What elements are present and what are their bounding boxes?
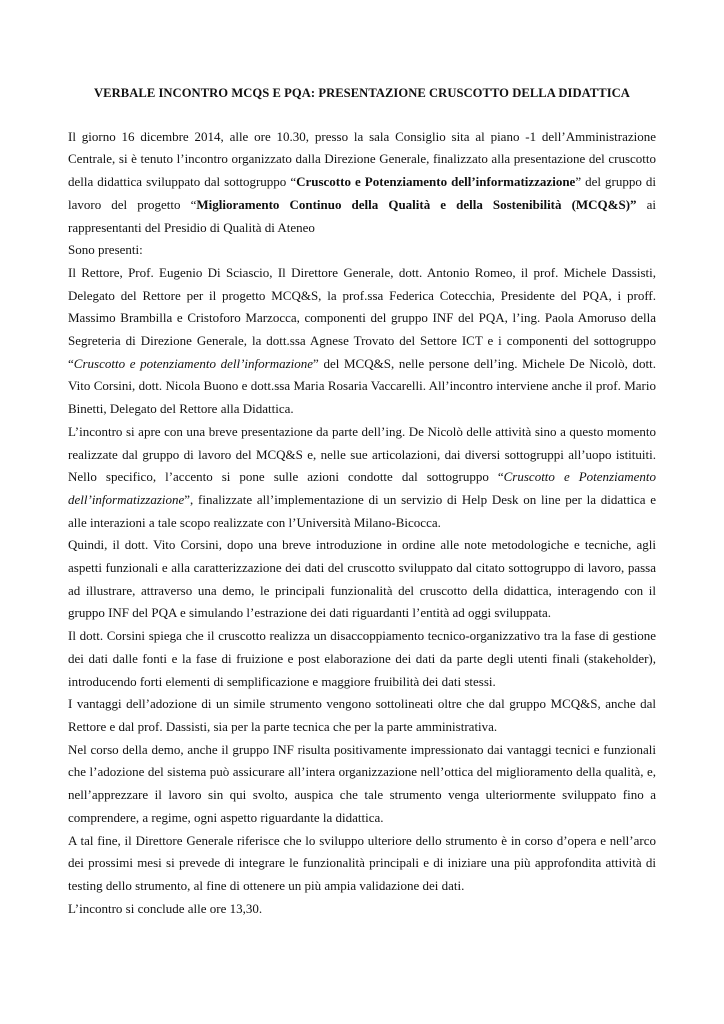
intro-text-3: ai rappresentanti del Presidio di Qualità di Ateneo [68,196,657,235]
intro-subgroup-name: Cruscotto e Potenziamento dell’informatizzazione [296,174,576,190]
document-title: VERBALE INCONTRO MCQS E PQA: PRESENTAZIONE CRUSCOTTO DELLA DIDATTICA [94,86,630,100]
attendees-subgroup-name: Cruscotto e potenziamento dell’informazione [73,355,314,371]
intro-project-name: Miglioramento Continuo della Qualità e della Sostenibilità (MCQ&S)” [196,196,637,212]
paragraph-demo: Quindi, il dott. Vito Corsini, dopo una breve introduzione in ordine alle note metodologiche e tecniche, agli aspetti funzionali e alla caratterizzazione dei dati del cruscotto sviluppato dal citato sottogruppo di lavoro, passa ad illustrare, attraverso una demo, le principali funzionalità del cruscotto della didattica, interagendo con il gruppo INF del PQA e simulando l’estrazione dei dati riguardanti l’entità ad oggi sviluppata. [68,537,656,621]
paragraph-closing: L’incontro si conclude alle ore 13,30. [68,900,263,916]
paragraph-advantages: I vantaggi dell’adozione di un simile strumento vengono sottolineati oltre che dal gruppo MCQ&S, anche dal Rettore e dal prof. Dassisti, sia per la parte tecnica che per la parte amministrativa. [68,696,656,734]
paragraph-attendees [68,262,656,421]
paragraph-inf-group: Nel corso della demo, anche il gruppo INF risulta positivamente impressionato dai vantaggi tecnici e funzionali che l’adozione del sistema può assicurare all’intera organizzazione nell’ottica del miglioramento della qualità, e, nell’apprezzare il lavoro sin qui svolto, auspica che tale strumento venga ulteriormente sviluppato fino a comprendere, a regime, ogni aspetto riguardante la didattica. [68,741,656,825]
paragraph-next-steps: A tal fine, il Direttore Generale riferisce che lo sviluppo ulteriore dello strumento è in corso d’opera e nell’arco dei prossimi mesi si prevede di integrare le funzionalità principali e di iniziare una più approfondita attività di testing dello strumento, al fine di ottenere un più ampia validazione dei dati. [68,832,656,893]
intro-text-2: ” del gruppo di lavoro del progetto “ [68,174,657,212]
document-page [68,82,656,920]
opening-text-2: ”, finalizzate all’implementazione di un servizio di Help Desk on line per la didattica e alle interazioni a tale scopo realizzate con l’Università Milano-Bicocca. [68,491,656,530]
attendees-text-2: ” del MCQ&S, nelle persone dell’ing. Michele De Nicolò, dott. Vito Corsini, dott. Nicola Buono e dott.ssa Maria Rosaria Vaccarelli. All’incontro interviene anche il prof. Mario Binetti, Delegato del Rettore alla Didattica. [68,355,656,417]
paragraph-intro [68,126,656,240]
opening-subgroup-name: Cruscotto e Potenziamento dell’informatizzazione [68,469,656,507]
opening-text-1: L’incontro si apre con una breve presentazione da parte dell’ing. De Nicolò delle attività sino a questo momento realizzate dal gruppo di lavoro del MCQ&S e, nelle sue articolazioni, dai diversi sottogruppi all’uopo istituiti. Nello specifico, l’accento si pone sulle azioni condotte dal sottogruppo “ [68,423,656,485]
intro-text-1: Il giorno 16 dicembre 2014, alle ore 10.30, presso la sala Consiglio sita al piano -1 dell’Amministrazione Centrale, si è tenuto l’incontro organizzato dalla Direzione Generale, finalizzato alla presentazione del cruscotto della didattica sviluppato dal sottogruppo “ [68,128,656,190]
attendees-text-1: Il Rettore, Prof. Eugenio Di Sciascio, Il Direttore Generale, dott. Antonio Romeo, il prof. Michele Dassisti, Delegato del Rettore per il progetto MCQ&S, la prof.ssa Federica Cotecchia, Presidente del PQA, i proff. Massimo Brambilla e Cristoforo Marzocca, componenti del gruppo INF del PQA, l’ing. Paola Amoruso della Segreteria di Direzione Generale, la dott.ssa Agnese Trovato del Settore ICT e i componenti del sottogruppo “ [68,264,656,371]
paragraph-attendees-heading: Sono presenti: [68,242,143,258]
paragraph-decoupling: Il dott. Corsini spiega che il cruscotto realizza un disaccoppiamento tecnico-organizzativo tra la fase di gestione dei dati dalle fonti e la fase di fruizione e post elaborazione dei dati da parte degli utenti finali (stakeholder), introducendo forti elementi di semplificazione e maggiore fruibilità dei dati stessi. [68,628,656,689]
paragraph-opening [68,421,656,535]
